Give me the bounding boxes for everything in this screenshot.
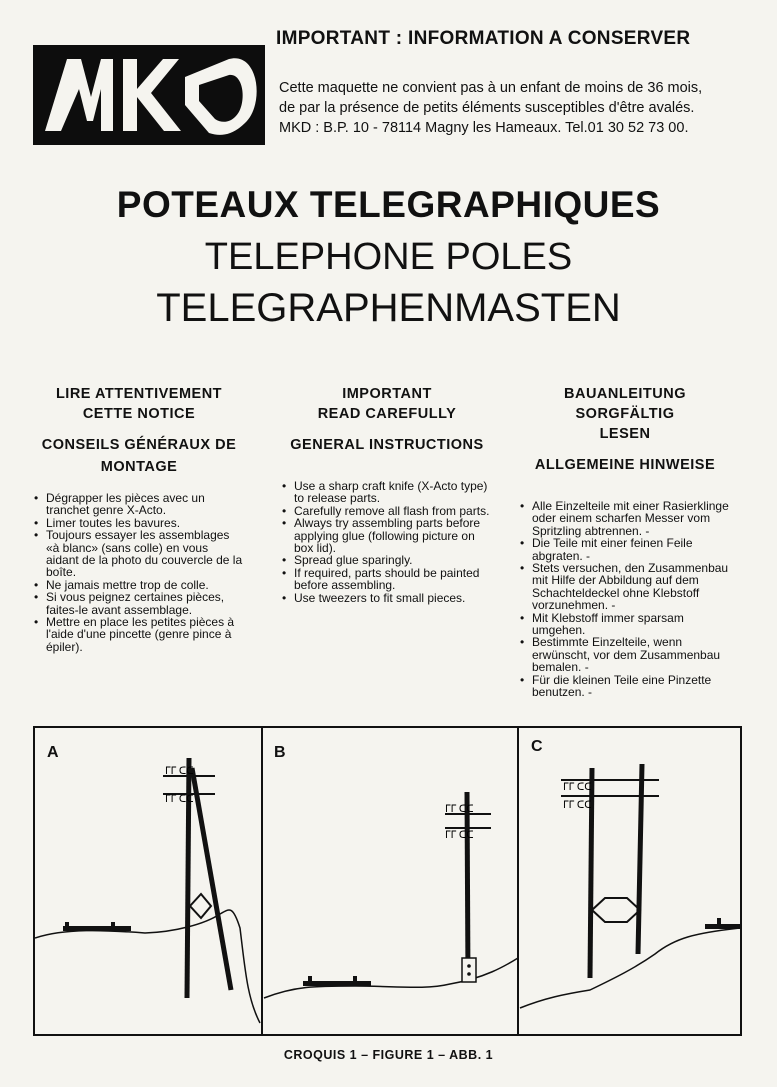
subheading-line: ALLGEMEINE HINWEISE: [534, 457, 716, 473]
insulators: ᒥᒥ ᑕᑕ: [445, 804, 474, 815]
heading-line: LESEN: [599, 426, 651, 442]
title-de: TELEGRAPHENMASTEN: [156, 286, 621, 330]
instructions-en: [282, 384, 492, 604]
instruction-list: [282, 480, 492, 604]
list-item: • Use tweezers to fit small pieces.: [282, 592, 492, 604]
title-en: TELEPHONE POLES: [204, 236, 573, 278]
column-subheading: [34, 434, 244, 478]
list-item: • Spread glue sparingly.: [282, 554, 492, 566]
ground-line: [520, 928, 740, 1008]
panel-label-b: B: [274, 744, 286, 761]
ground-line: [264, 958, 518, 998]
insulators: ᒥᒥ ᑕᑕ: [165, 794, 194, 805]
list-item: • Dégrapper les pièces avec un tranchet genre X-Acto.: [34, 492, 244, 517]
instructions-fr: [34, 384, 244, 653]
mkd-logo: [33, 45, 265, 145]
pole-diagram: [35, 728, 740, 1034]
insulators: ᒥᒥ ᑕᑕ: [165, 766, 194, 777]
panel-a-drawing: [35, 758, 260, 1023]
header-notice: [279, 78, 702, 138]
instruction-list: [34, 492, 244, 653]
list-item: • Stets versuchen, den Zusammenbau mit Hilfe der Abbildung auf dem Schachteldeckel ohne Klebstoff vorzunehmen. -: [520, 562, 730, 612]
notice-line: Cette maquette ne convient pas à un enfant de moins de 36 mois,: [279, 80, 703, 96]
heading-line: CETTE NOTICE: [82, 406, 196, 422]
instructions-de: [520, 384, 730, 699]
column-heading: [520, 384, 730, 444]
list-item: • Bestimmte Einzelteile, wenn erwünscht, vor dem Zusammenbau bemalen. -: [520, 636, 730, 673]
list-item: • Use a sharp craft knife (X-Acto type) to release parts.: [282, 480, 492, 505]
list-item: • Für die kleinen Teile eine Pinzette benutzen. -: [520, 674, 730, 699]
panel-b-drawing: [264, 792, 518, 998]
list-item: • Toujours essayer les assemblages «à blanc» (sans colle) en vous aidant de la photo du couvercle de la boîte.: [34, 529, 244, 579]
insulators: ᒥᒥ ᑕᑕ: [445, 830, 474, 841]
junction-box: [462, 958, 476, 982]
column-heading: [282, 384, 492, 424]
column-subheading: [282, 434, 492, 456]
rail-track: [705, 924, 740, 929]
pole: [467, 792, 468, 980]
list-item: • Carefully remove all flash from parts.: [282, 505, 492, 517]
panel-c-drawing: [520, 764, 740, 1008]
insulators: ᒥᒥ ᑕᑕ: [563, 800, 592, 811]
subheading-line: MONTAGE: [100, 459, 178, 475]
notice-line: MKD : B.P. 10 - 78114 Magny les Hameaux. Tel.01 30 52 73 00.: [279, 120, 689, 136]
notice-line: de par la présence de petits éléments susceptibles d'être avalés.: [279, 100, 695, 116]
pole: [638, 764, 642, 954]
list-item: • Mit Klebstoff immer sparsam umgehen.: [520, 612, 730, 637]
figure-frame: [33, 726, 742, 1036]
title-fr: POTEAUX TELEGRAPHIQUES: [116, 184, 661, 225]
column-heading: [34, 384, 244, 424]
list-item: • Si vous peignez certaines pièces, faites-le avant assemblage.: [34, 591, 244, 616]
heading-line: BAUANLEITUNG SORGFÄLTIG: [564, 386, 686, 422]
subheading-line: GENERAL INSTRUCTIONS: [290, 437, 484, 453]
rail-track: [303, 981, 371, 986]
pole-brace: [592, 898, 640, 922]
column-subheading: [520, 454, 730, 476]
list-item: • Die Teile mit einer feinen Feile abgraten. -: [520, 537, 730, 562]
figure-caption: CROQUIS 1 – FIGURE 1 – ABB. 1: [283, 1048, 494, 1062]
strut-pole: [192, 768, 231, 990]
list-item: • Ne jamais mettre trop de colle.: [34, 579, 244, 591]
list-item: • Alle Einzelteile mit einer Rasierklinge oder einem scharfen Messer vom Spritzling abtrennen. -: [520, 500, 730, 537]
rail-track: [63, 926, 131, 931]
pole-brace: [190, 894, 211, 918]
list-item: • If required, parts should be painted before assembling.: [282, 567, 492, 592]
heading-line: IMPORTANT: [342, 386, 432, 402]
subheading-line: CONSEILS GÉNÉRAUX DE: [41, 437, 237, 453]
instruction-list: [520, 500, 730, 699]
list-item: • Always try assembling parts before applying glue (following picture on box lid).: [282, 517, 492, 554]
important-notice-title: IMPORTANT : INFORMATION A CONSERVER: [276, 28, 691, 49]
panel-label-c: C: [531, 738, 543, 755]
heading-line: LIRE ATTENTIVEMENT: [55, 386, 223, 402]
list-item: • Mettre en place les petites pièces à l'aide d'une pincette (genre pince à épiler).: [34, 616, 244, 653]
list-item: • Limer toutes les bavures.: [34, 517, 244, 529]
insulators: ᒥᒥ ᑕᑕ: [563, 782, 592, 793]
heading-line: READ CAREFULLY: [317, 406, 457, 422]
mkd-logo-mark: [33, 45, 265, 145]
panel-label-a: A: [47, 744, 59, 761]
